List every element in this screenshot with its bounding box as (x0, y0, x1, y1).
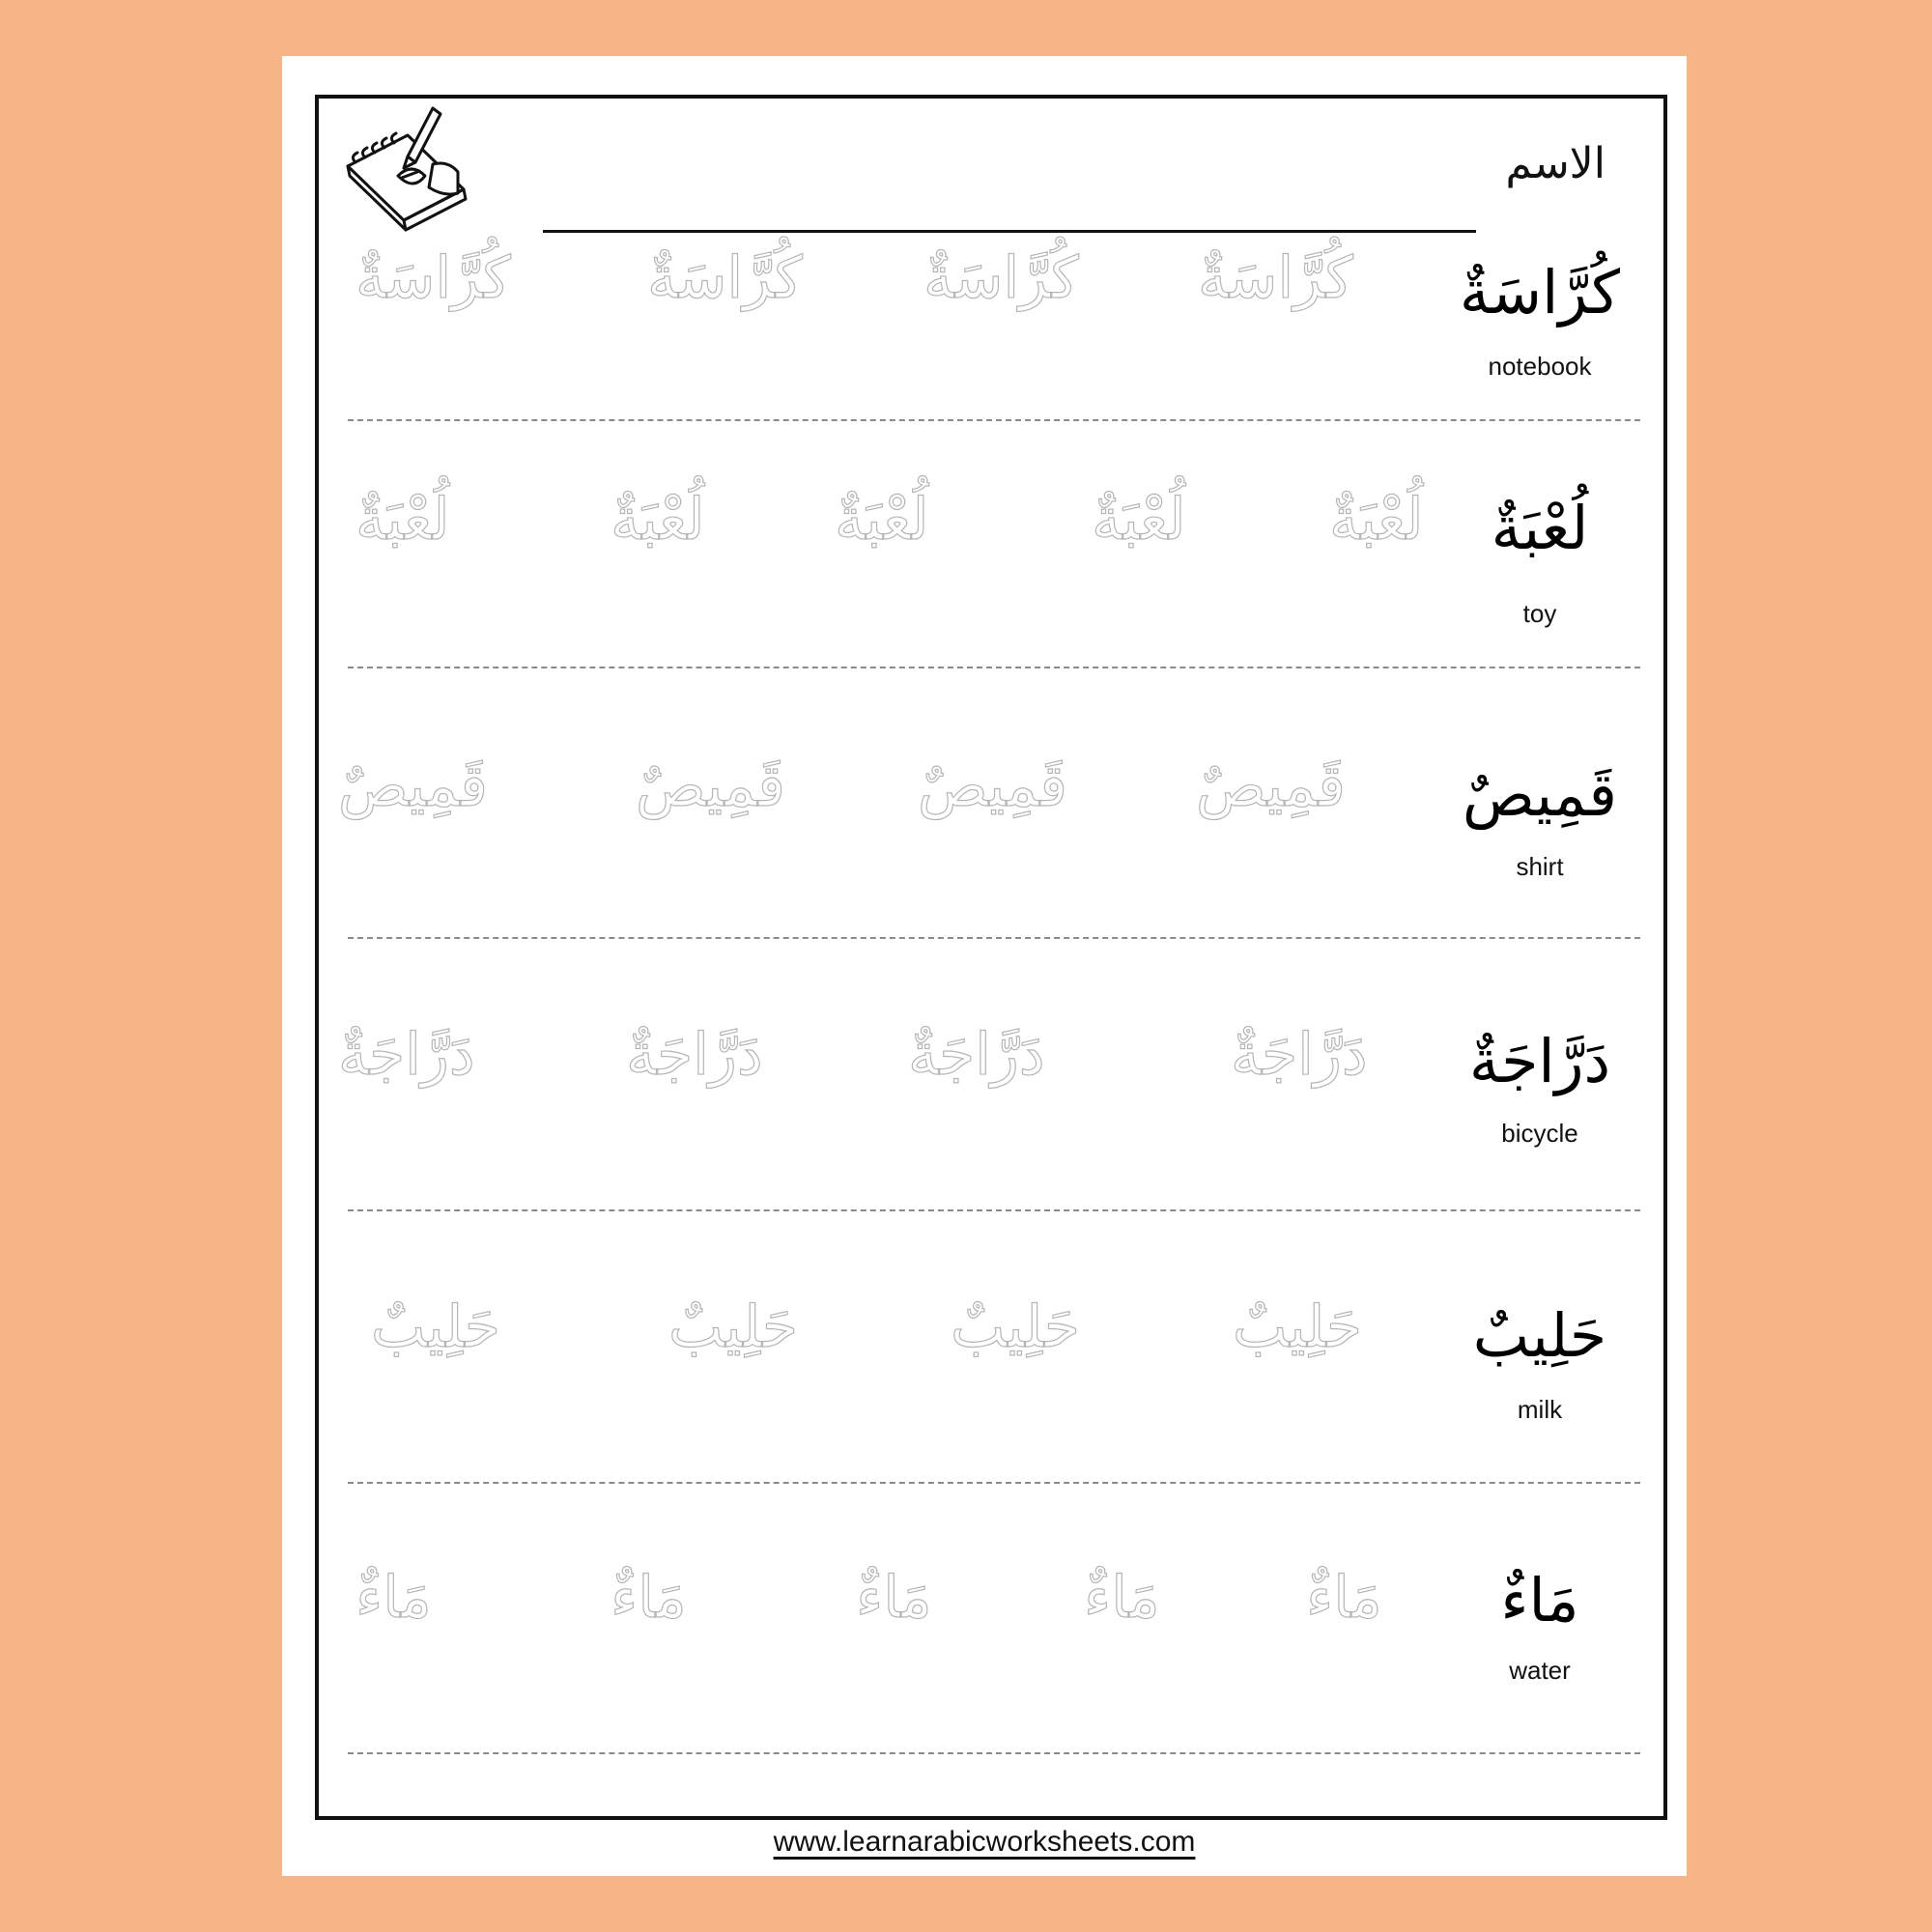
name-write-line[interactable] (543, 230, 1476, 233)
trace-word: مَاءٌ (856, 1564, 932, 1632)
trace-word: لُعْبَةٌ (355, 486, 450, 554)
trace-word: كُرَّاسَةٌ (1198, 244, 1353, 312)
trace-word: مَاءٌ (355, 1564, 432, 1632)
row-divider (348, 937, 1640, 939)
trace-word: حَلِيبٌ (1233, 1293, 1362, 1361)
english-meaning: milk (1517, 1395, 1563, 1424)
name-label: الاسم (1505, 139, 1605, 188)
trace-word: دَرَّاجَةٌ (1231, 1021, 1368, 1089)
trace-word: لُعْبَةٌ (611, 486, 705, 554)
english-meaning: shirt (1516, 852, 1564, 881)
english-meaning: bicycle (1501, 1119, 1578, 1148)
row-divider (348, 667, 1640, 668)
arabic-word: لُعْبَةٌ (1491, 493, 1589, 563)
notebook-pencil-icon (340, 106, 475, 242)
worksheet-page (282, 56, 1687, 1876)
trace-word: قَمِيصٌ (338, 753, 488, 820)
trace-word: مَاءٌ (611, 1564, 687, 1632)
arabic-word: مَاءٌ (1500, 1565, 1579, 1635)
worksheet-frame (315, 95, 1667, 1820)
trace-word: حَلِيبٌ (951, 1293, 1080, 1361)
trace-word: مَاءٌ (1084, 1564, 1160, 1632)
trace-word: لُعْبَةٌ (1329, 486, 1424, 554)
arabic-word: دَرَّاجَةٌ (1468, 1026, 1611, 1096)
trace-word: كُرَّاسَةٌ (355, 244, 511, 312)
trace-word: دَرَّاجَةٌ (908, 1021, 1045, 1089)
trace-word: حَلِيبٌ (668, 1293, 798, 1361)
footer-website-link[interactable]: www.learnarabicworksheets.com (773, 1826, 1196, 1858)
trace-word: كُرَّاسَةٌ (647, 244, 803, 312)
trace-word: دَرَّاجَةٌ (338, 1021, 475, 1089)
trace-word: مَاءٌ (1306, 1564, 1382, 1632)
english-meaning: notebook (1488, 352, 1592, 381)
row-divider (348, 1752, 1640, 1754)
trace-word: لُعْبَةٌ (1092, 486, 1186, 554)
arabic-word: حَلِيبٌ (1472, 1300, 1607, 1371)
trace-word: قَمِيصٌ (918, 753, 1067, 820)
arabic-word: قَمِيصٌ (1462, 759, 1618, 830)
row-divider (348, 1482, 1640, 1484)
trace-word: لُعْبَةٌ (835, 486, 929, 554)
row-divider (348, 1209, 1640, 1211)
trace-word: قَمِيصٌ (1196, 753, 1346, 820)
english-meaning: water (1509, 1656, 1571, 1685)
english-meaning: toy (1522, 599, 1557, 628)
row-divider (348, 419, 1640, 421)
trace-word: قَمِيصٌ (636, 753, 785, 820)
trace-word: كُرَّاسَةٌ (923, 244, 1079, 312)
arabic-word: كُرَّاسَةٌ (1459, 257, 1621, 327)
trace-word: حَلِيبٌ (371, 1293, 500, 1361)
trace-word: دَرَّاجَةٌ (626, 1021, 763, 1089)
